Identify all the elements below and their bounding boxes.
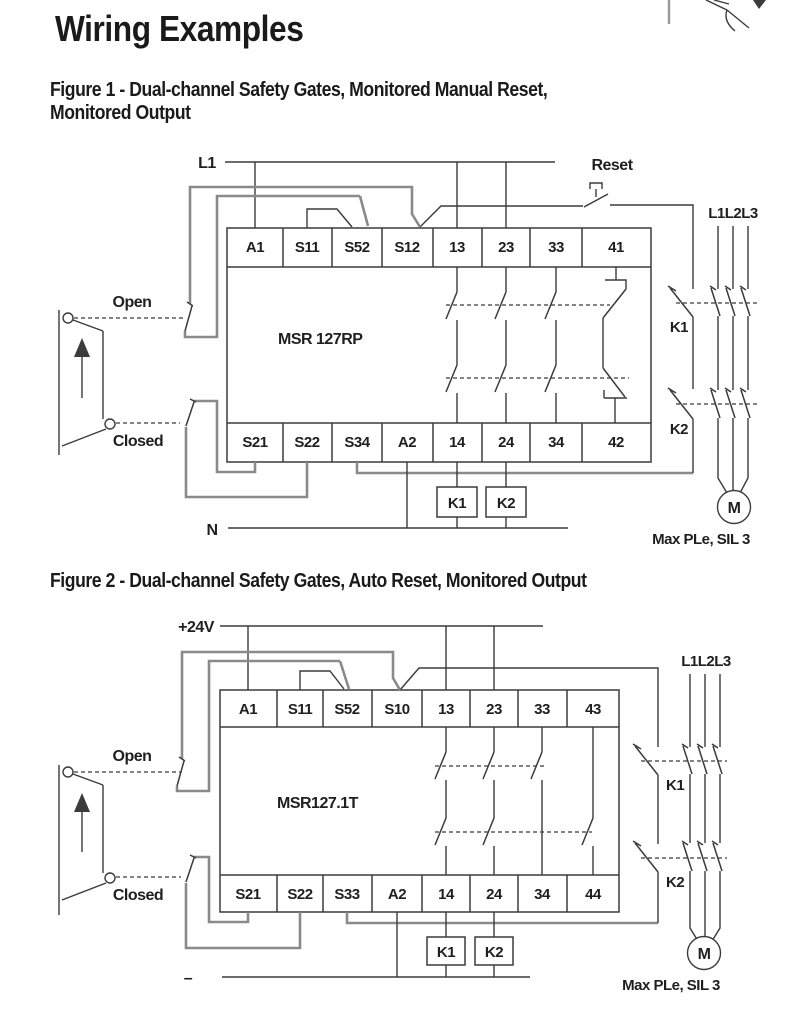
fig2-motor-branch [622,653,731,994]
terminal-label: S22 [287,886,313,903]
fig2-supply-rail [178,619,543,690]
fig1-relay-label: MSR 127RP [278,331,363,348]
fig1-coil-k2-label: K2 [496,495,516,512]
fig2-closed-label: Closed [112,887,164,904]
terminal-label: 33 [548,239,564,256]
fig2-k1-label: K1 [666,777,685,794]
fig2-top-terminal-labels [239,701,601,718]
fig2-rating-label: Max PLe, SIL 3 [622,977,720,994]
fig2-relay-module [220,690,619,912]
fig1-closed-label: Closed [112,433,164,450]
fig1-k2-label: K2 [669,421,688,438]
terminal-label: A2 [397,434,417,451]
up-arrow-icon [74,338,90,357]
terminal-label: 43 [585,701,601,718]
fig2-coil-k2-label: K2 [484,944,504,961]
terminal-label: 24 [498,434,514,451]
terminal-label: A1 [245,239,265,256]
terminal-label: 23 [486,701,502,718]
terminal-label: 13 [449,239,465,256]
terminal-label: S12 [394,239,420,256]
fig1-neutral-label: N [206,522,218,539]
figure2-caption-line1: Figure 2 - Dual-channel Safety Gates, Auto Reset, Monitored Output [50,570,587,592]
fig2-phases-label: L1L2L3 [681,653,731,670]
terminal-label: A1 [238,701,258,718]
fig2-bottom-terminal-labels [235,886,602,903]
terminal-label: S34 [344,434,370,451]
terminal-label: 14 [449,434,465,451]
terminal-label: 41 [608,239,624,256]
fig2-gate-channel-wires [177,652,658,948]
fig2-minus-label: – [183,970,193,987]
fig1-motor-branch [652,205,758,548]
fig1-reset-label: Reset [591,157,633,174]
terminal-label: S52 [334,701,360,718]
fig2-contactor-aux [633,744,727,923]
figure1-caption-line1: Figure 1 - Dual-channel Safety Gates, Monitored Manual Reset, [50,79,548,101]
fig1-internal-contacts [446,267,629,423]
terminal-label: 34 [534,886,550,903]
fig2-motor-label: M [697,946,711,963]
figure1-caption-line2: Monitored Output [50,102,191,124]
terminal-label: S21 [235,886,261,903]
fig1-motor-label: M [727,500,741,517]
fig2-k2-label: K2 [666,874,685,891]
fig2-s11-s52-jumper [300,671,344,690]
fig1-coil-k1-label: K1 [447,495,467,512]
fig1-supply-label: L1 [198,155,216,172]
fig1-gate-switch-closed [186,399,196,426]
fig2-coil-k1-label: K1 [436,944,456,961]
terminal-label: S22 [294,434,320,451]
figure2-diagram [59,619,731,994]
fig1-supply-rail [198,155,555,228]
terminal-label: S33 [334,886,360,903]
terminal-label: 44 [585,886,601,903]
fig1-relay-module [227,228,651,462]
fig1-rating-label: Max PLe, SIL 3 [652,531,750,548]
fig1-gate-switch-open [185,302,193,331]
page-title: Wiring Examples [55,8,304,49]
fig1-contactor-aux [668,286,757,473]
terminal-label: S11 [294,239,320,256]
fig1-open-label: Open [112,294,152,311]
terminal-label: 34 [548,434,564,451]
fig1-top-terminal-labels [246,239,624,256]
terminal-label: S52 [344,239,370,256]
fig2-gate-symbol [59,748,181,915]
terminal-label: 14 [438,886,454,903]
terminal-label: 24 [486,886,502,903]
fig1-k1-label: K1 [669,319,688,336]
terminal-label: 23 [498,239,514,256]
fig2-supply-label: +24V [178,619,214,636]
fig2-gate-switch-closed [186,855,196,882]
terminal-label: S11 [287,701,313,718]
fig1-gate-symbol [59,294,184,455]
fig2-internal-contacts [435,727,593,875]
terminal-label: A2 [387,886,407,903]
fig1-phases-label: L1L2L3 [708,205,758,222]
terminal-label: S10 [384,701,410,718]
terminal-label: 42 [608,434,624,451]
corner-illustration-icon [669,0,766,31]
fig2-open-label: Open [112,748,152,765]
fig2-relay-label: MSR127.1T [277,795,358,812]
up-arrow-icon [74,793,90,812]
fig1-s11-s52-jumper [307,209,352,228]
terminal-label: S21 [242,434,268,451]
terminal-label: 33 [534,701,550,718]
terminal-label: 13 [438,701,454,718]
figure1-diagram [59,155,758,548]
